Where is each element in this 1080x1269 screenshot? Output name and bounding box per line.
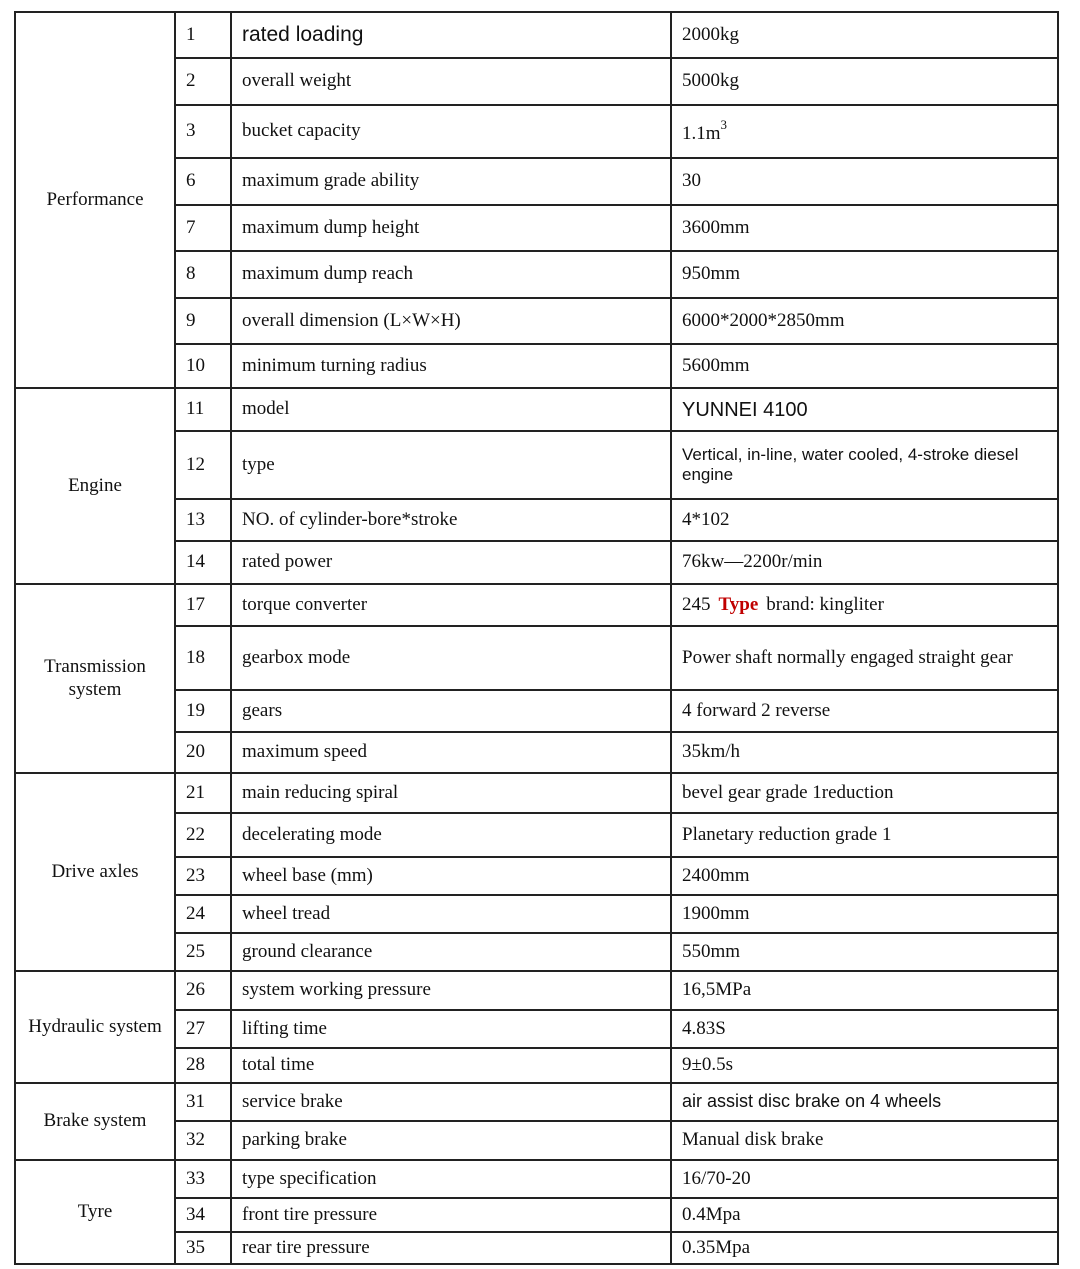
table-row: [15, 388, 1058, 431]
row-number: 9: [175, 298, 231, 344]
row-number: 6: [175, 158, 231, 205]
parameter-value: [671, 584, 1058, 626]
parameter-name: wheel tread: [231, 895, 671, 933]
row-number: 34: [175, 1198, 231, 1232]
parameter-name: overall weight: [231, 58, 671, 105]
row-number: 23: [175, 857, 231, 895]
parameter-value: 2400mm: [671, 857, 1058, 895]
row-number: 22: [175, 813, 231, 857]
parameter-value: Power shaft normally engaged straight gear: [671, 626, 1058, 690]
table-row: [15, 1083, 1058, 1121]
parameter-name: maximum dump reach: [231, 251, 671, 298]
value-text: 1.1m: [682, 123, 721, 145]
row-number: 33: [175, 1160, 231, 1198]
parameter-value: 2000kg: [671, 12, 1058, 58]
parameter-value: 9±0.5s: [671, 1048, 1058, 1083]
parameter-name: maximum grade ability: [231, 158, 671, 205]
parameter-name: maximum dump height: [231, 205, 671, 251]
parameter-name: total time: [231, 1048, 671, 1083]
value-superscript: 3: [720, 117, 728, 133]
table-row: [15, 971, 1058, 1010]
row-number: 8: [175, 251, 231, 298]
parameter-value: 550mm: [671, 933, 1058, 971]
parameter-name: NO. of cylinder-bore*stroke: [231, 499, 671, 541]
category-cell: Transmission system: [15, 584, 175, 773]
parameter-value: air assist disc brake on 4 wheels: [671, 1083, 1058, 1121]
value-text: brand: kingliter: [766, 593, 884, 615]
parameter-name: maximum speed: [231, 732, 671, 773]
parameter-value: 30: [671, 158, 1058, 205]
row-number: 13: [175, 499, 231, 541]
row-number: 28: [175, 1048, 231, 1083]
parameter-value: 0.4Mpa: [671, 1198, 1058, 1232]
parameter-name: parking brake: [231, 1121, 671, 1160]
parameter-name: rear tire pressure: [231, 1232, 671, 1264]
parameter-name: ground clearance: [231, 933, 671, 971]
value-text: 245: [682, 593, 711, 615]
parameter-name: main reducing spiral: [231, 773, 671, 813]
row-number: 19: [175, 690, 231, 732]
parameter-value: Planetary reduction grade 1: [671, 813, 1058, 857]
parameter-value: 16/70-20: [671, 1160, 1058, 1198]
row-number: 7: [175, 205, 231, 251]
parameter-name: overall dimension (L×W×H): [231, 298, 671, 344]
parameter-value: 0.35Mpa: [671, 1232, 1058, 1264]
parameter-value: 5000kg: [671, 58, 1058, 105]
parameter-value: Vertical, in-line, water cooled, 4-stroke diesel engine: [671, 431, 1058, 499]
parameter-name: gears: [231, 690, 671, 732]
row-number: 26: [175, 971, 231, 1010]
parameter-name: wheel base (mm): [231, 857, 671, 895]
parameter-name: decelerating mode: [231, 813, 671, 857]
category-cell: Performance: [15, 12, 175, 388]
row-number: 10: [175, 344, 231, 388]
row-number: 2: [175, 58, 231, 105]
category-cell: Drive axles: [15, 773, 175, 971]
category-cell: Brake system: [15, 1083, 175, 1160]
row-number: 18: [175, 626, 231, 690]
table-row: [15, 773, 1058, 813]
parameter-name: rated power: [231, 541, 671, 584]
parameter-value: 4 forward 2 reverse: [671, 690, 1058, 732]
parameter-name: rated loading: [231, 12, 671, 58]
parameter-name: bucket capacity: [231, 105, 671, 158]
category-cell: Hydraulic system: [15, 971, 175, 1083]
parameter-value: 1900mm: [671, 895, 1058, 933]
parameter-value: 3600mm: [671, 205, 1058, 251]
row-number: 14: [175, 541, 231, 584]
row-number: 25: [175, 933, 231, 971]
parameter-value: 4*102: [671, 499, 1058, 541]
parameter-value: 35km/h: [671, 732, 1058, 773]
row-number: 27: [175, 1010, 231, 1048]
category-cell: Tyre: [15, 1160, 175, 1264]
category-cell: Engine: [15, 388, 175, 584]
row-number: 20: [175, 732, 231, 773]
row-number: 12: [175, 431, 231, 499]
parameter-name: model: [231, 388, 671, 431]
parameter-name: lifting time: [231, 1010, 671, 1048]
table-row: [15, 1160, 1058, 1198]
parameter-value: [671, 105, 1058, 158]
spec-table: [14, 11, 1059, 1265]
parameter-value: YUNNEI 4100: [671, 388, 1058, 431]
row-number: 35: [175, 1232, 231, 1264]
parameter-value: 16,5MPa: [671, 971, 1058, 1010]
row-number: 24: [175, 895, 231, 933]
row-number: 32: [175, 1121, 231, 1160]
parameter-value: bevel gear grade 1reduction: [671, 773, 1058, 813]
row-number: 21: [175, 773, 231, 813]
value-highlight: Type: [718, 593, 759, 615]
parameter-value: Manual disk brake: [671, 1121, 1058, 1160]
parameter-name: torque converter: [231, 584, 671, 626]
parameter-value: 4.83S: [671, 1010, 1058, 1048]
table-row: [15, 12, 1058, 58]
row-number: 17: [175, 584, 231, 626]
parameter-name: type specification: [231, 1160, 671, 1198]
parameter-name: type: [231, 431, 671, 499]
row-number: 31: [175, 1083, 231, 1121]
parameter-name: gearbox mode: [231, 626, 671, 690]
table-row: [15, 584, 1058, 626]
row-number: 1: [175, 12, 231, 58]
parameter-value: 5600mm: [671, 344, 1058, 388]
parameter-name: front tire pressure: [231, 1198, 671, 1232]
row-number: 11: [175, 388, 231, 431]
row-number: 3: [175, 105, 231, 158]
parameter-name: service brake: [231, 1083, 671, 1121]
parameter-value: 6000*2000*2850mm: [671, 298, 1058, 344]
parameter-name: minimum turning radius: [231, 344, 671, 388]
parameter-name: system working pressure: [231, 971, 671, 1010]
parameter-value: 950mm: [671, 251, 1058, 298]
parameter-value: 76kw—2200r/min: [671, 541, 1058, 584]
